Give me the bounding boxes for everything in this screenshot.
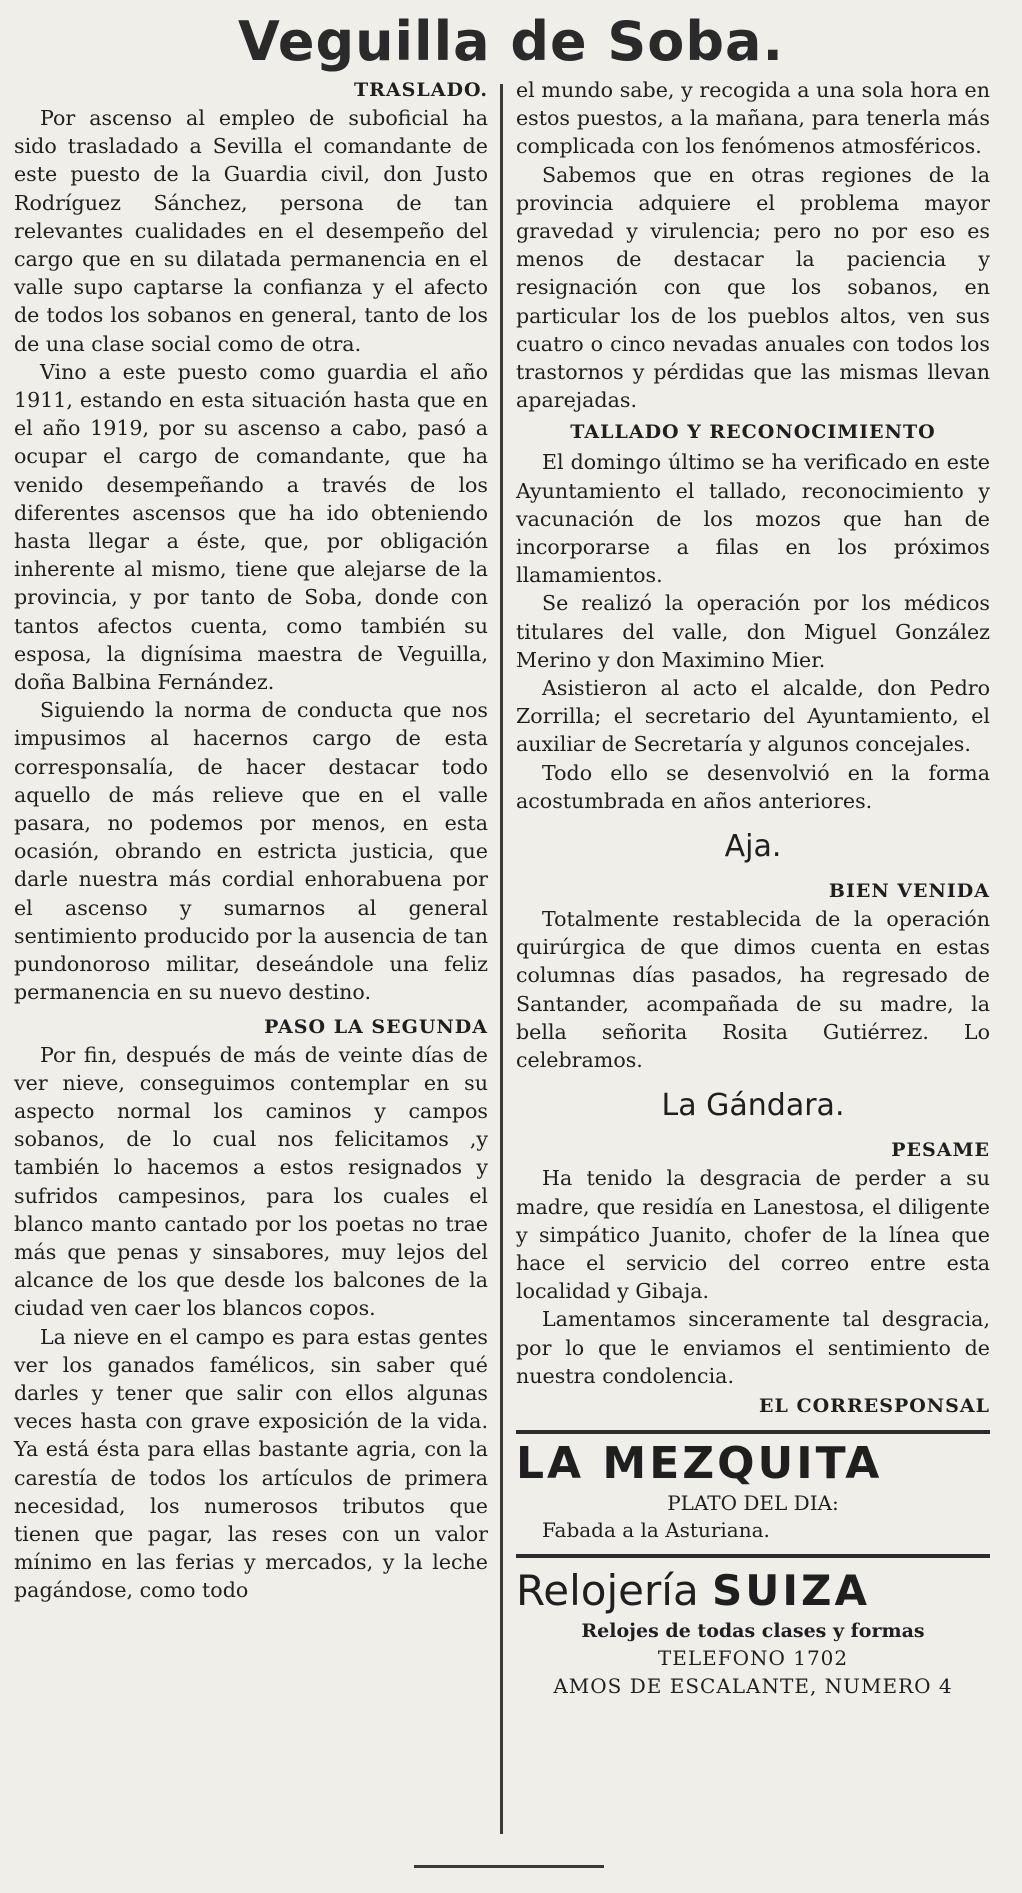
article-paragraph: La nieve en el campo es para estas gentes ver los ganados famélicos, sin saber qué darles y tener que salir con ellos algunas veces hasta con grave exposición de la vida. Ya está ésta para ellas bastante agria, con la carestía de todos los artículos de primera necesidad, los numerosos tributos que tienen que pagar, las reses con un valor mínimo en las ferias y mercados, y la leche pagándose, como todo — [14, 1324, 488, 1603]
page-headline: Veguilla de Soba. — [237, 10, 784, 73]
location-heading-aja: Aja. — [724, 829, 782, 865]
bottom-divider — [414, 1865, 604, 1868]
article-paragraph: Se realizó la operación por los médicos titulares del valle, don Miguel González Merino y don Maximino Mier. — [516, 591, 990, 672]
article-paragraph: Por ascenso al empleo de suboficial ha sido trasladado a Sevilla el comandante de este puesto de la Guardia civil, don Justo Rodríguez Sánchez, persona de tan relevantes cualidades en el desempeño del cargo que en su dilatada permanencia en el valle supo captarse la confianza y el afecto de todos los sobanos en general, tanto de los de una clase social como de otra. — [14, 106, 488, 356]
ad-title: LA MEZQUITA — [516, 1438, 883, 1490]
section-heading-paso-la-segunda: PASO LA SEGUNDA — [264, 1015, 488, 1038]
location-heading-la-gandara: La Gándara. — [661, 1088, 845, 1124]
ad-subtitle: PLATO DEL DIA: — [667, 1491, 839, 1516]
ad-text: Fabada a la Asturiana. — [542, 1518, 770, 1543]
article-paragraph: Lamentamos sinceramente tal desgracia, por lo que le enviamos el sentimiento de nuestra condolencia. — [516, 1307, 990, 1388]
article-paragraph: Ha tenido la desgracia de perder a su madre, que residía en Lanestosa, el diligente y simpático Juanito, chofer de la línea que hace el servicio del correo entre esta localidad y Gibaja. — [516, 1166, 990, 1304]
ad-title-word: Relojería — [516, 1566, 699, 1616]
correspondent-signature: EL CORRESPONSAL — [759, 1394, 990, 1417]
section-heading-bien-venida: BIEN VENIDA — [828, 880, 990, 903]
article-paragraph: El domingo último se ha verificado en este Ayuntamiento el tallado, reconocimiento y vacunación de los mozos que han de incorporarse a filas en los próximos llamamientos. — [516, 450, 990, 588]
ad-title-word: SUIZA — [712, 1566, 870, 1616]
ad-title — [516, 1564, 990, 1618]
ad-divider — [516, 1430, 990, 1434]
advertisement-relojeria-suiza — [516, 1564, 990, 1701]
ad-phone: TELEFONO 1702 — [657, 1646, 849, 1671]
ad-divider — [516, 1554, 990, 1558]
article-paragraph: Totalmente restablecida de la operación quirúrgica de que dimos cuenta en estas columnas días pasados, ha regresado de Santander, acompañada de su madre, la bella señorita Rosita Gutiérrez. Lo celebramos. — [516, 907, 990, 1073]
article-paragraph: Vino a este puesto como guardia el año 1911, estando en esta situación hasta que en el año 1919, por su ascenso a cabo, pasó a ocupar el cargo de comandante, que ha venido desempeñando a través de los diferentes ascensos que ha ido obteniendo hasta llegar a éste, que, por obligación inherente al mismo, tiene que alejarse de la provincia, y por tanto de Soba, donde con tantos afectos cuenta, como también su esposa, la dignísima maestra de Veguilla, doña Balbina Fernández. — [14, 359, 488, 695]
article-paragraph: Asistieron al acto el alcalde, don Pedro Zorrilla; el secretario del Ayuntamiento, el auxiliar de Secretaría y algunos concejales. — [516, 676, 990, 757]
article-paragraph: Sabemos que en otras regiones de la provincia adquiere el problema mayor gravedad y virulencia; pero no por eso es menos de destacar la paciencia y resignación con que los sobanos, en particular los de los pueblos altos, ven sus cuatro o cinco nevadas anuales con todos los trastornos y pérdidas que las mismas llevan aparejadas. — [516, 162, 990, 413]
column-divider — [500, 84, 503, 1834]
advertisement-la-mezquita — [516, 1438, 990, 1544]
article-paragraph: Por fin, después de más de veinte días de ver nieve, conseguimos contemplar en su aspecto normal los caminos y campos sobanos, de lo cual nos felicitamos ,y también lo hacemos a estos resignados y sufridos campesinos, para los cuales el blanco manto cantado por los poetas no trae más que penas y sinsabores, muy lejos del alcance de los que desde los balcones de la ciudad ven caer los blancos copos. — [14, 1042, 488, 1321]
section-heading-traslado: TRASLADO. — [353, 79, 488, 101]
section-heading-tallado: TALLADO Y RECONOCIMIENTO — [570, 421, 936, 444]
ad-text: Relojes de todas clases y formas — [581, 1620, 925, 1643]
right-column — [516, 76, 990, 1701]
article-paragraph: el mundo sabe, y recogida a una sola hora en estos puestos, a la mañana, para tenerla más complicada con los fenómenos atmosféricos. — [516, 78, 990, 159]
article-paragraph: Todo ello se desenvolvió en la forma acostumbrada en años anteriores. — [516, 760, 990, 813]
section-heading-pesame: PESAME — [891, 1139, 990, 1162]
left-column — [14, 76, 488, 1605]
article-paragraph: Siguiendo la norma de conducta que nos impusimos al hacernos cargo de esta corresponsalía, de hacer destacar todo aquello de más relieve que en el valle pasara, no podemos por menos, en esta ocasión, obrando en estricta justicia, que darle nuestra más cordial enhorabuena por el ascenso y sumarnos al general sentimiento producido por la ausencia de tan pundonoroso militar, deseándole una feliz permanencia en su nuevo destino. — [14, 698, 488, 1005]
ad-address: AMOS DE ESCALANTE, NUMERO 4 — [553, 1674, 953, 1699]
